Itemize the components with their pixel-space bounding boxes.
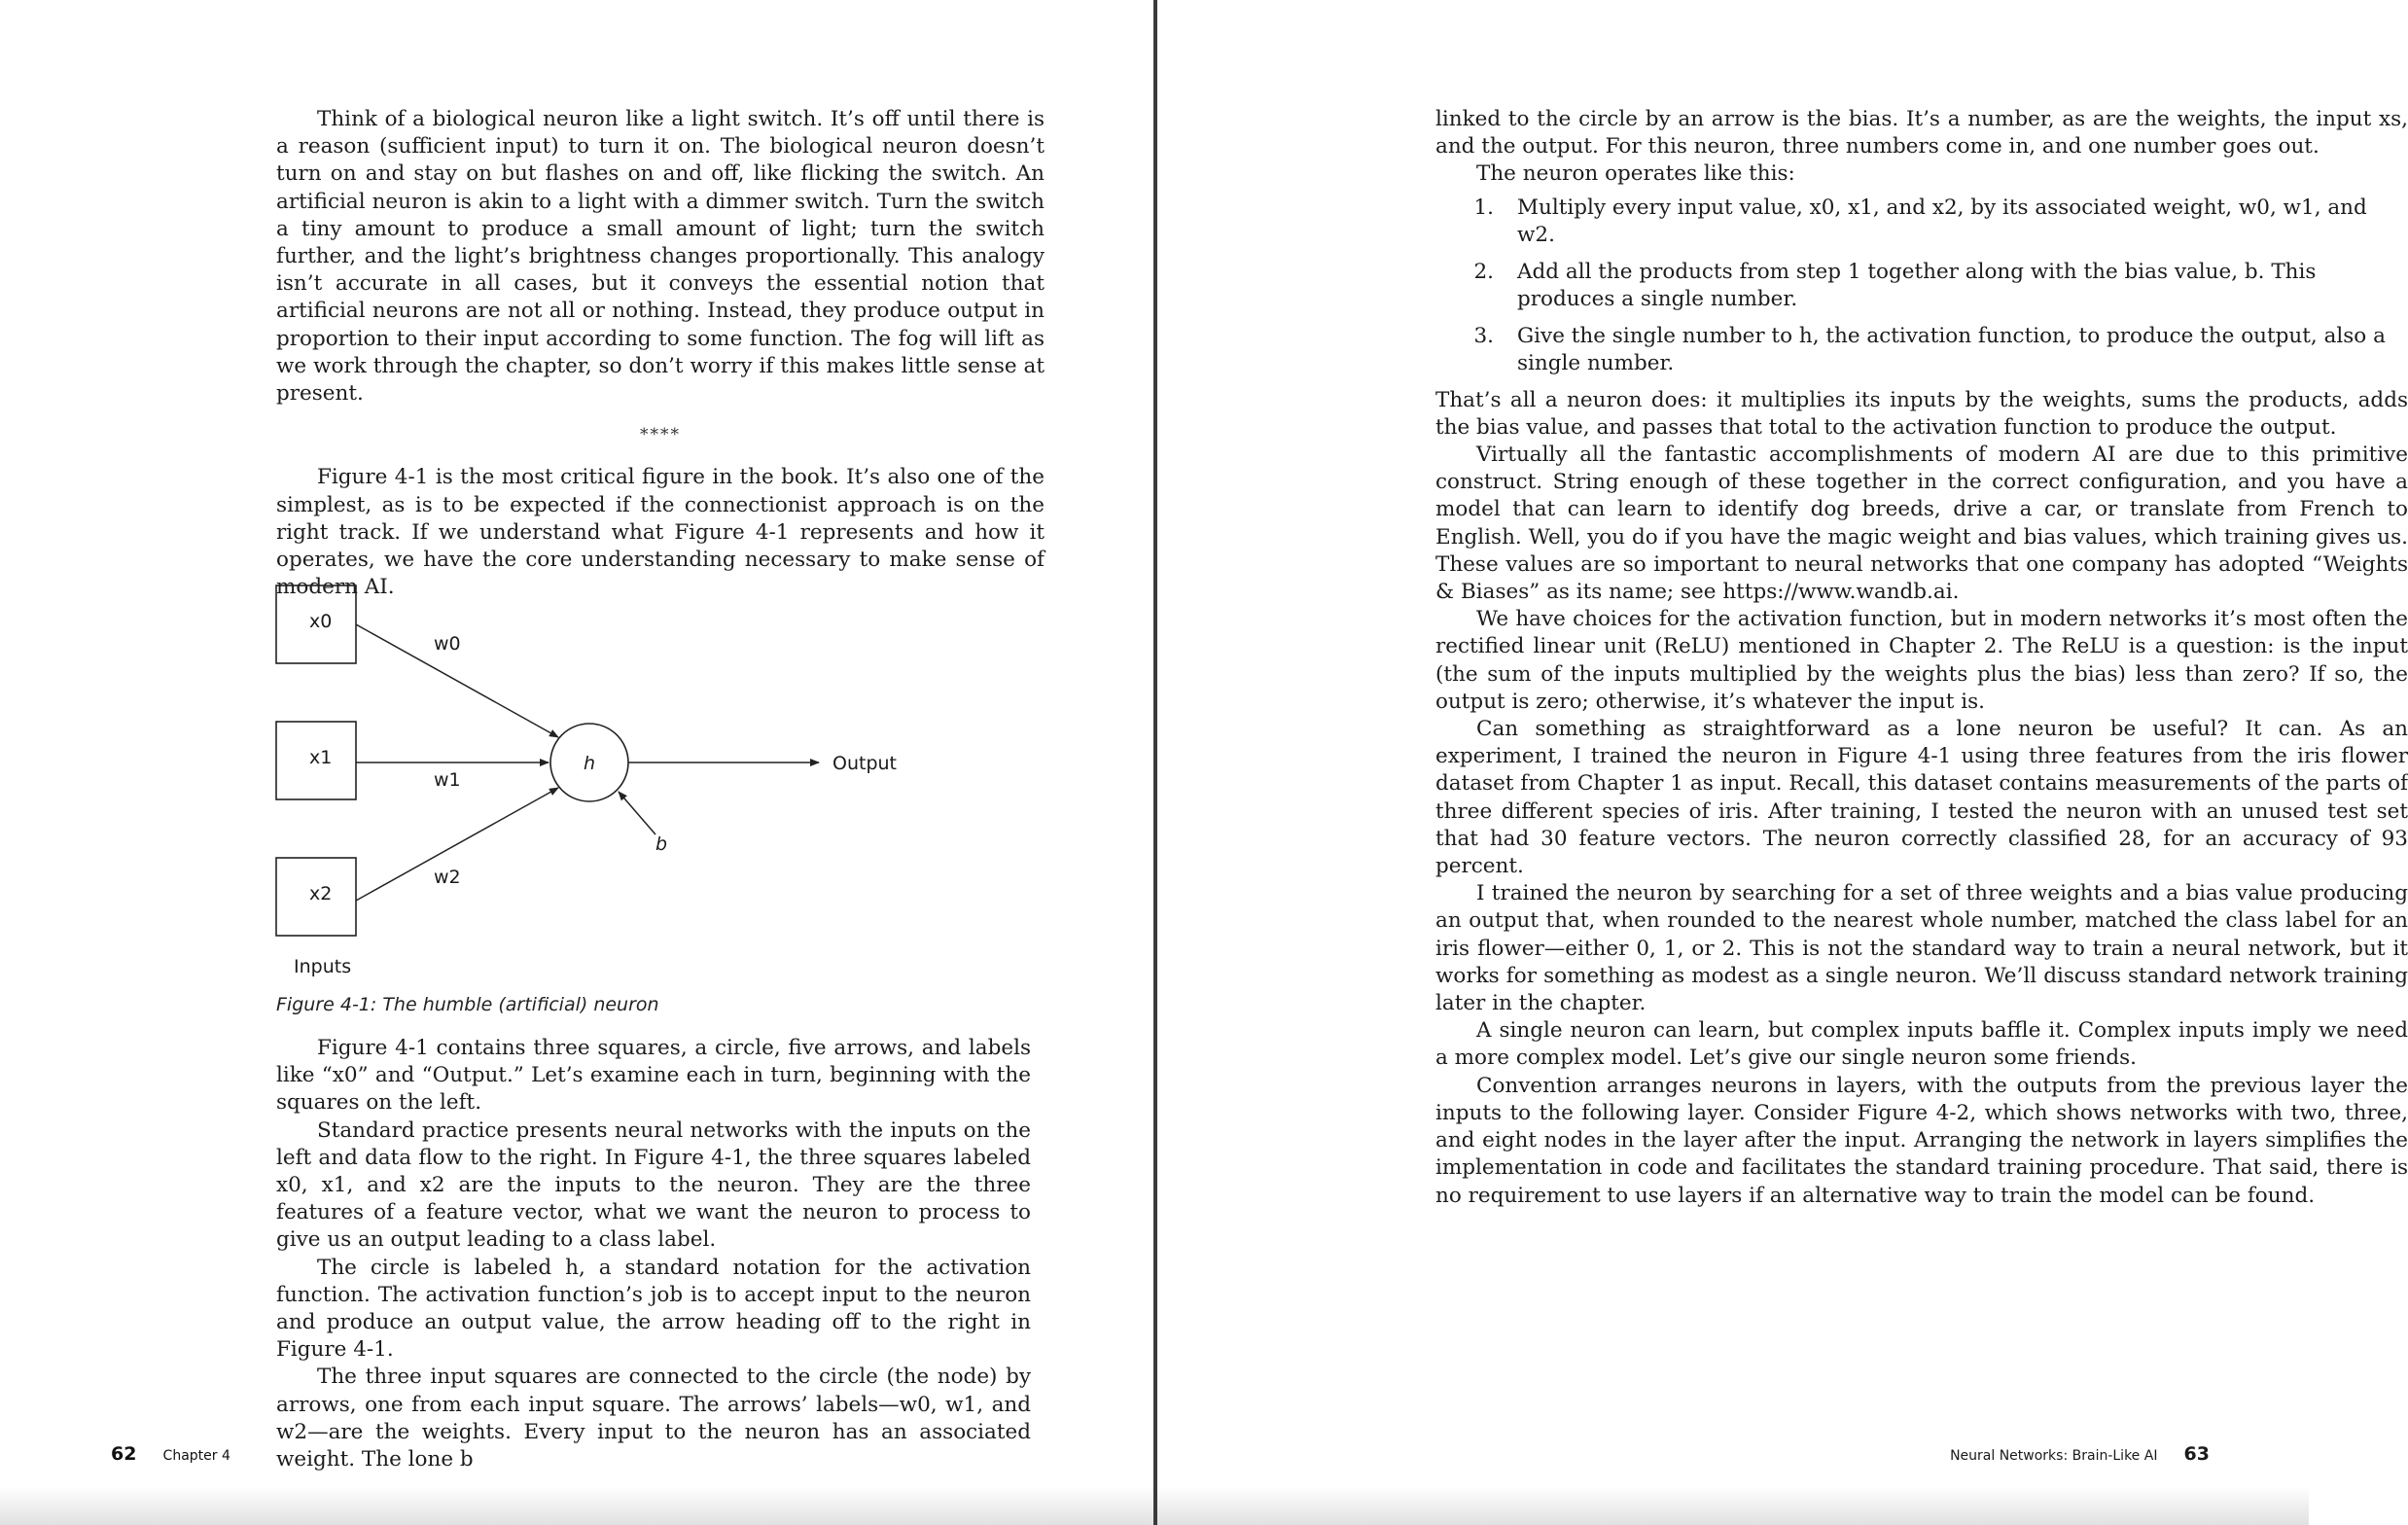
- input-label-1: x1: [309, 747, 333, 768]
- list-number: 3.: [1473, 323, 1494, 348]
- list-number: 2.: [1473, 259, 1494, 284]
- page-shade: [1157, 1486, 2309, 1525]
- list-text: Give the single number to h, the activation function, to produce the output, also a single number.: [1517, 323, 2386, 375]
- weight-label-2: w2: [434, 867, 461, 888]
- paragraph: That’s all a neuron does: it multiplies its inputs by the weights, sums the products, adds the bias value, and passes that total to the activation function to produce the output.: [1435, 387, 2408, 440]
- neuron-figure: [274, 580, 916, 1017]
- bias-arrow: [619, 792, 655, 834]
- list-item: [1435, 259, 2408, 313]
- paragraph: Virtually all the fantastic accomplishments of modern AI are due to this primitive construct. String enough of these together in the correct configuration, and you have a model that can learn to identify dog breeds, drive a car, or translate from French to English. Well, you do if you have the magic weight and bias values, which training gives us. These values are so important to neural networks that one company has adopted “Weights & Biases” as its name; see https://www.wandb.ai.: [1435, 443, 2408, 605]
- page-number: 62: [111, 1443, 137, 1465]
- left-text-bottom: [276, 1035, 1031, 1473]
- paragraph: Standard practice presents neural networks with the inputs on the left and data flow to the right. In Figure 4-1, the three squares labeled x0, x1, and x2 are the inputs to the neuron. They are the three features of a feature vector, what we want the neuron to process to give us an output leading to a class label.: [276, 1117, 1031, 1253]
- neuron-diagram: [274, 580, 916, 1008]
- paragraph: Think of a biological neuron like a light switch. It’s off until there is a reason (sufficient input) to turn it on. The biological neuron doesn’t turn on and stay on but flashes on and off, like flicking the switch. An artificial neuron is akin to a light with a dimmer switch. Turn the switch a tiny amount to produce a small amount of light; turn the switch further, and the light’s brightness changes proportionally. This analogy isn’t accurate in all cases, but it conveys the essential notion that artificial neurons are not all or nothing. Instead, they produce output in proportion to their input according to some function. The fog will lift as we work through the chapter, so don’t worry if this makes little sense at present.: [276, 107, 1045, 407]
- paragraph: The three input squares are connected to the circle (the node) by arrows, one from each input square. The arrows’ labels—w0, w1, and w2—are the weights. Every input to the neuron has an associated weight. The lone b: [276, 1365, 1031, 1472]
- weight-label-1: w1: [434, 769, 461, 791]
- weight-label-0: w0: [434, 633, 461, 655]
- running-head: Neural Networks: Brain-Like AI: [1950, 1448, 2158, 1464]
- paragraph: Convention arranges neurons in layers, with the outputs from the previous layer the inputs to the following layer. Consider Figure 4-2, which shows networks with two, three, and eight nodes in the layer after the input. Arranging the network in layers simplifies the implementation in code and facilitates the standard training procedure. That said, there is no requirement to use layers if an alternative way to train the model can be found.: [1435, 1073, 2408, 1208]
- paragraph: We have choices for the activation function, but in modern networks it’s most often the rectified linear unit (ReLU) mentioned in Chapter 2. The ReLU is a question: is the input (the sum of the inputs multiplied by the weights plus the bias) less than zero? If so, the output is zero; otherwise, it’s whatever the input is.: [1435, 607, 2408, 714]
- left-text-top: [276, 106, 1045, 601]
- output-label: Output: [832, 753, 897, 774]
- paragraph: I trained the neuron by searching for a set of three weights and a bias value producing an output that, when rounded to the nearest whole number, matched the class label for an iris flower—either 0, 1, or 2. This is not the standard way to train a neural network, but it works for something as modest as a single neuron. We’ll discuss standard network training later in the chapter.: [1435, 881, 2408, 1016]
- inputs-label: Inputs: [294, 956, 352, 977]
- paragraph: Figure 4-1 is the most critical figure in the book. It’s also one of the simplest, as is to be expected if the connectionist approach is on the right track. If we understand what Figure 4-1 represents and how it operates, we have the core understanding necessary to make sense of modern AI.: [276, 465, 1045, 600]
- paragraph: linked to the circle by an arrow is the bias. It’s a number, as are the weights, the input xs, and the output. For this neuron, three numbers come in, and one number goes out.: [1435, 107, 2408, 160]
- paragraph: A single neuron can learn, but complex inputs baffle it. Complex inputs imply we need a more complex model. Let’s give our single neuron some friends.: [1435, 1018, 2408, 1071]
- list-text: Multiply every input value, x0, x1, and x2, by its associated weight, w0, w1, and w2.: [1517, 195, 2367, 247]
- figure-caption: Figure 4-1: The humble (artificial) neuron: [276, 994, 659, 1015]
- bias-label: b: [655, 833, 668, 855]
- numbered-list: [1435, 195, 2408, 377]
- input-label-0: x0: [309, 611, 333, 632]
- left-page: [0, 0, 1153, 1525]
- page-number: 63: [2183, 1443, 2210, 1465]
- right-page: [1157, 0, 2408, 1525]
- input-label-2: x2: [309, 883, 333, 904]
- paragraph: The circle is labeled h, a standard notation for the activation function. The activation function’s job is to accept input to the neuron and produce an output value, the arrow heading off to the right in Figure 4-1.: [276, 1255, 1031, 1363]
- running-head: Chapter 4: [162, 1448, 230, 1464]
- paragraph: Can something as straightforward as a lone neuron be useful? It can. As an experiment, I trained the neuron in Figure 4-1 using three features from the iris flower dataset from Chapter 1 as input. Recall, this dataset contains measurements of the parts of three different species of iris. After training, I tested the neuron with an unused test set that had 30 feature vectors. The neuron correctly classified 28, for an accuracy of 93 percent.: [1435, 717, 2408, 879]
- right-text: [1435, 106, 2408, 1210]
- left-folio: [111, 1443, 230, 1465]
- list-text: Add all the products from step 1 together along with the bias value, b. This produces a single number.: [1517, 259, 2317, 311]
- right-folio: [1950, 1443, 2210, 1465]
- list-number: 1.: [1473, 195, 1494, 220]
- section-separator: ****: [640, 425, 681, 445]
- paragraph: Figure 4-1 contains three squares, a circle, five arrows, and labels like “x0” and “Output.” Let’s examine each in turn, beginning with the squares on the left.: [276, 1036, 1031, 1116]
- paragraph: The neuron operates like this:: [1476, 161, 1795, 187]
- page-shade: [0, 1486, 1153, 1525]
- list-item: [1435, 195, 2408, 249]
- list-item: [1435, 323, 2408, 377]
- node-label: h: [584, 753, 596, 774]
